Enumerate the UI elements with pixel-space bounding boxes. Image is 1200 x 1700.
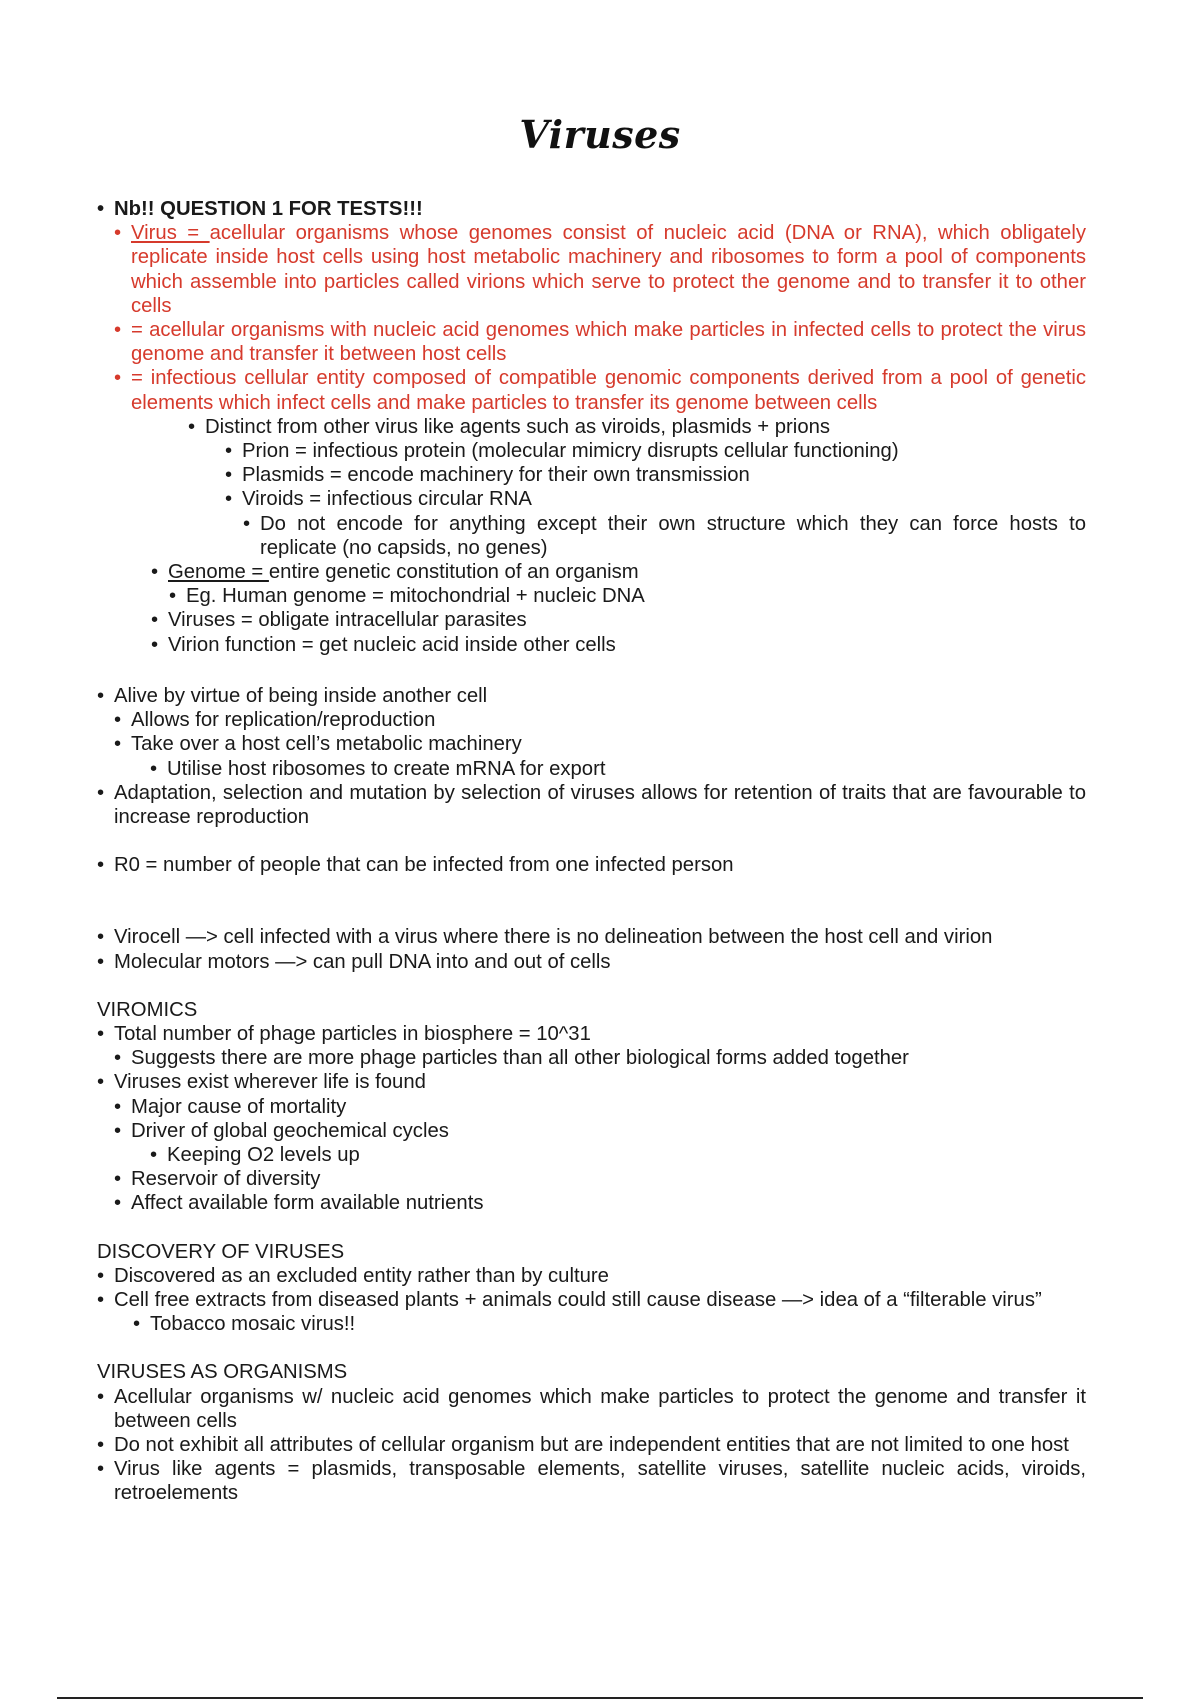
viroids-subitem: • Do not encode for anything except their own structure which they can force hosts to replicate (no capsids, no genes) [260,512,1086,560]
page-title: Viruses [519,112,681,157]
viromics-heading: VIROMICS [97,998,198,1021]
virus-definition-3: • = infectious cellular entity composed of compatible genomic components derived from a pool of genetic elements which infect cells and make particles to transfer its genome between cells [131,366,1086,414]
virus-agents-item: • Virus like agents = plasmids, transposable elements, satellite viruses, satellite nucleic acids, viroids, retroelements [114,1457,1086,1505]
extracts-item: • Cell free extracts from diseased plants + animals could still cause disease —> idea of a “filterable virus” [114,1288,1086,1312]
genome-definition-text: entire genetic constitution of an organism [268,561,639,584]
prion-item: • Prion = infectious protein (molecular mimicry disrupts cellular functioning) [242,439,1086,463]
viruses-parasites: • Viruses = obligate intracellular parasites [168,608,1086,632]
r0-item: • R0 = number of people that can be infected from one infected person [114,853,1086,877]
virus-definition-2: • = acellular organisms with nucleic acid genomes which make particles in infected cells to protect the virus genome and transfer it between host cells [131,318,1086,366]
virocell-item: • Virocell —> cell infected with a virus where there is no delineation between the host cell and virion [114,925,1086,949]
genome-example: • Eg. Human genome = mitochondrial + nucleic DNA [186,584,1086,608]
virus-definition-1-text: acellular organisms whose genomes consist of nucleic acid (DNA or RNA), which obligately replicate inside host cells using host metabolic machinery and ribosomes to form a pool of components which assemble into particles called virions which serve to protect the genome and to transfer it to other cells [131,222,1086,317]
bottom-divider [57,1697,1143,1699]
o2-item: • Keeping O2 levels up [167,1143,1086,1167]
acellular-item: • Acellular organisms w/ nucleic acid genomes which make particles to protect the genome and transfer it between cells [114,1385,1086,1433]
nutrients-item: • Affect available form available nutrients [131,1191,1086,1215]
attributes-item: • Do not exhibit all attributes of cellular organism but are independent entities that are not limited to one host [114,1433,1086,1457]
reservoir-item: • Reservoir of diversity [131,1167,1086,1191]
virus-term: Virus = [131,222,210,245]
motors-item: • Molecular motors —> can pull DNA into and out of cells [114,950,1086,974]
replication-item: • Allows for replication/reproduction [131,708,1086,732]
distinct-agents: • Distinct from other virus like agents such as viroids, plasmids + prions [205,415,1086,439]
viroids-item: • Viroids = infectious circular RNA [242,487,1086,511]
phage-suggests-item: • Suggests there are more phage particles than all other biological forms added together [131,1046,1086,1070]
virus-definition-1 [131,221,1086,318]
test-headline: • Nb!! QUESTION 1 FOR TESTS!!! [114,197,1086,221]
organisms-heading: VIRUSES AS ORGANISMS [97,1361,348,1384]
genome-definition [168,560,1086,584]
definitions-section [114,197,1086,657]
genome-term: Genome = [168,561,269,584]
viruses-exist-item: • Viruses exist wherever life is found [114,1070,1086,1094]
ribosomes-item: • Utilise host ribosomes to create mRNA for export [167,757,1086,781]
adaptation-item: • Adaptation, selection and mutation by selection of viruses allows for retention of traits that are favourable to increase reproduction [114,781,1086,829]
notes-section [97,684,1086,1506]
virion-function: • Virion function = get nucleic acid inside other cells [168,633,1086,657]
discovery-heading: DISCOVERY OF VIRUSES [97,1240,345,1263]
plasmids-item: • Plasmids = encode machinery for their own transmission [242,463,1086,487]
excluded-item: • Discovered as an excluded entity rather than by culture [114,1264,1086,1288]
geochemical-item: • Driver of global geochemical cycles [131,1119,1086,1143]
alive-item: • Alive by virtue of being inside another cell [114,684,1086,708]
tobacco-item: • Tobacco mosaic virus!! [150,1312,1086,1336]
mortality-item: • Major cause of mortality [131,1095,1086,1119]
takeover-item: • Take over a host cell’s metabolic machinery [131,732,1086,756]
phage-total-item: • Total number of phage particles in biosphere = 10^31 [114,1022,1086,1046]
